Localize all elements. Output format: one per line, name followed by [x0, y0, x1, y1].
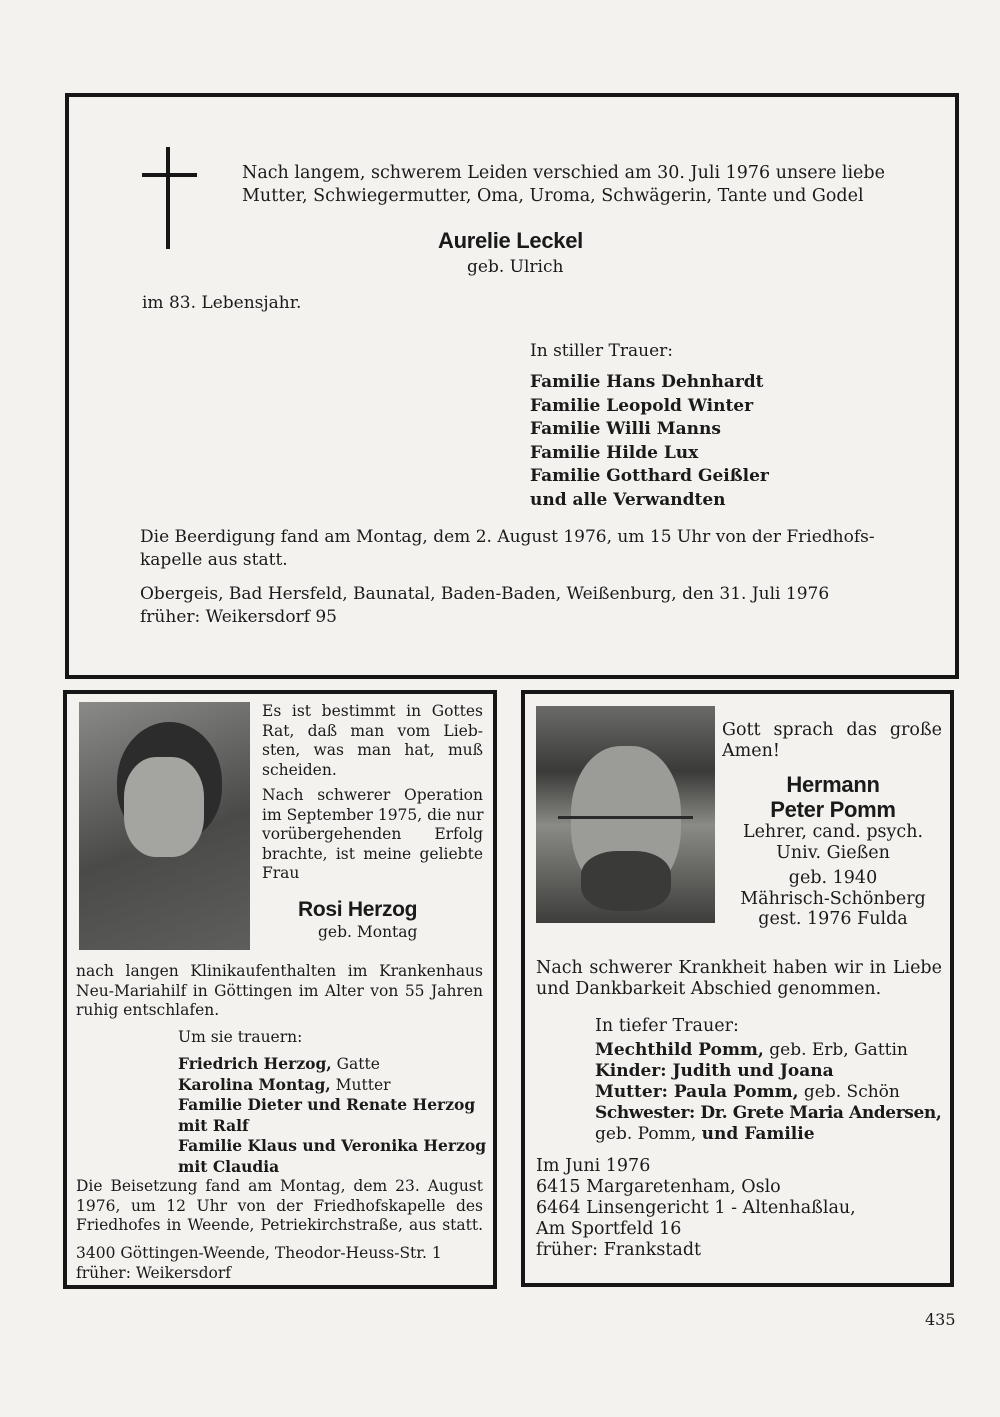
text-line: brachte, ist meine geliebte [262, 844, 483, 863]
mourner [595, 1124, 941, 1145]
text-line: früher: Weikersdorf 95 [140, 607, 338, 627]
text-line: Die Beisetzung fand am Montag, dem 23. August [76, 1177, 483, 1195]
text-line: vorübergehenden Erfolg [262, 825, 483, 843]
text-line: Nach schwerer Krankheit haben wir in Liebe [536, 958, 942, 978]
portrait-photo [536, 706, 715, 923]
mourner [595, 1103, 941, 1124]
name-line: Peter Pomm [770, 797, 896, 822]
cross-icon [142, 147, 197, 249]
text-line: im September 1975, die nur [262, 805, 484, 824]
portrait-photo [79, 702, 250, 950]
name-line: Hermann [786, 772, 880, 797]
text-line: Nach langem, schwerem Leiden verschied am 30. Juli 1976 unsere liebe [242, 163, 885, 183]
mourner [595, 1040, 941, 1061]
mourner: Familie Leopold Winter [530, 395, 754, 416]
verse-text [262, 702, 483, 780]
text-line: Nach schwerer Operation [262, 786, 483, 804]
mourner-name: Schwester: Dr. Grete Maria Andersen, [595, 1103, 942, 1123]
mourner: Familie Hans Dehnhardt [530, 372, 764, 392]
university: Univ. Gießen [776, 842, 890, 863]
address-text [536, 1156, 856, 1261]
mourner-name: und Familie [701, 1124, 815, 1144]
deceased-name [722, 772, 944, 822]
mourner-name: Friedrich Herzog, [178, 1054, 332, 1073]
death-text [76, 962, 483, 1021]
maiden-name: geb. Montag [318, 923, 418, 941]
text-line: Gott sprach das große [722, 720, 942, 740]
deceased-name: Rosi Herzog [298, 898, 418, 921]
mourners-list [595, 1040, 941, 1145]
mourner [178, 1136, 486, 1157]
text-line: 3400 Göttingen-Weende, Theodor-Heuss-Str. 1 [76, 1244, 442, 1262]
mourner [178, 1157, 486, 1178]
mourner-relation: geb. Erb, Gattin [763, 1040, 908, 1060]
mourner-name: Karolina Montag, [178, 1074, 331, 1094]
verse-text [722, 720, 942, 762]
mourner [595, 1061, 941, 1082]
mourner-name: mit Claudia [178, 1156, 280, 1176]
place-text [140, 583, 829, 629]
text-line: Es ist bestimmt in Gottes [262, 702, 483, 720]
occupation: Lehrer, cand. psych. [742, 822, 924, 842]
mourner-relation: geb. Pomm, [595, 1124, 702, 1144]
intro-text [536, 958, 942, 1000]
text-line: Friedhofes in Weende, Petriekirchstraße, aus statt. [76, 1216, 483, 1234]
text-line: Obergeis, Bad Hersfeld, Baunatal, Baden-Baden, Weißenburg, den 31. Juli 1976 [140, 584, 830, 604]
text-line: Amen! [722, 741, 780, 761]
mourning-heading: Um sie trauern: [178, 1028, 303, 1046]
text-line: und Dankbarkeit Abschied genommen. [536, 979, 882, 999]
death-info: gest. 1976 Fulda [758, 909, 908, 929]
text-line: ruhig entschlafen. [76, 1001, 220, 1019]
mourner [178, 1116, 486, 1137]
funeral-text [140, 526, 875, 572]
text-line: 6415 Margaretenham, Oslo [536, 1177, 781, 1197]
birth-year: geb. 1940 [788, 868, 878, 888]
text-line: Die Beerdigung fand am Montag, dem 2. August 1976, um 15 Uhr von der Friedhofs- [140, 527, 875, 547]
mourner [178, 1075, 486, 1096]
deceased-name: Aurelie Leckel [438, 228, 583, 253]
text-line: Mutter, Schwiegermutter, Oma, Uroma, Schwägerin, Tante und Godel [242, 186, 864, 206]
mourner-name: Familie Dieter und Renate Herzog [178, 1095, 476, 1114]
text-line: nach langen Klinikaufenthalten im Krankenhaus [76, 962, 483, 980]
text-line: scheiden. [262, 760, 337, 779]
mourners-list [530, 371, 769, 512]
text-line: 6464 Linsengericht 1 - Altenhaßlau, [536, 1198, 856, 1218]
text-line: früher: Weikersdorf [76, 1263, 231, 1282]
text-line: kapelle aus statt. [140, 550, 288, 570]
intro-text [242, 162, 885, 208]
mourner-name: Kinder: Judith und Joana [595, 1061, 834, 1081]
text-line: Neu-Mariahilf in Göttingen im Alter von 55 Jahren [76, 981, 483, 1000]
intro-text [262, 786, 483, 884]
mourner: und alle Verwandten [530, 489, 726, 510]
mourner-relation: geb. Schön [798, 1082, 900, 1102]
text-line: Am Sportfeld 16 [536, 1219, 682, 1239]
mourning-heading: In tiefer Trauer: [595, 1016, 739, 1036]
text-line: Rat, daß man vom Lieb- [262, 721, 483, 740]
mourners-list [178, 1054, 486, 1177]
mourner-name: Mechthild Pomm, [595, 1040, 764, 1060]
maiden-name: geb. Ulrich [467, 257, 564, 277]
page-number: 435 [925, 1310, 956, 1329]
text-line: 1976, um 12 Uhr von der Friedhofskapelle des [76, 1196, 483, 1215]
mourner [178, 1054, 486, 1075]
mourner-name: mit Ralf [178, 1115, 249, 1135]
mourner-name: Mutter: Paula Pomm, [595, 1082, 799, 1102]
mourning-heading: In stiller Trauer: [530, 341, 673, 361]
text-line: Frau [262, 864, 300, 882]
deceased-info [722, 822, 944, 930]
text-line: sten, was man hat, muß [262, 741, 483, 759]
mourner [178, 1095, 486, 1116]
birth-place: Mährisch-Schönberg [740, 888, 926, 909]
text-line: Im Juni 1976 [536, 1156, 651, 1176]
mourner-name: Familie Klaus und Veronika Herzog [178, 1136, 487, 1155]
mourner-relation: Gatte [331, 1055, 380, 1073]
age-text: im 83. Lebensjahr. [142, 293, 302, 313]
mourner: Familie Hilde Lux [530, 442, 699, 463]
mourner: Familie Gotthard Geißler [530, 466, 769, 486]
funeral-text [76, 1177, 483, 1236]
address-text [76, 1244, 442, 1283]
mourner-relation: Mutter [330, 1075, 391, 1094]
mourner [595, 1082, 941, 1103]
mourner: Familie Willi Manns [530, 419, 721, 439]
text-line: früher: Frankstadt [536, 1240, 702, 1260]
